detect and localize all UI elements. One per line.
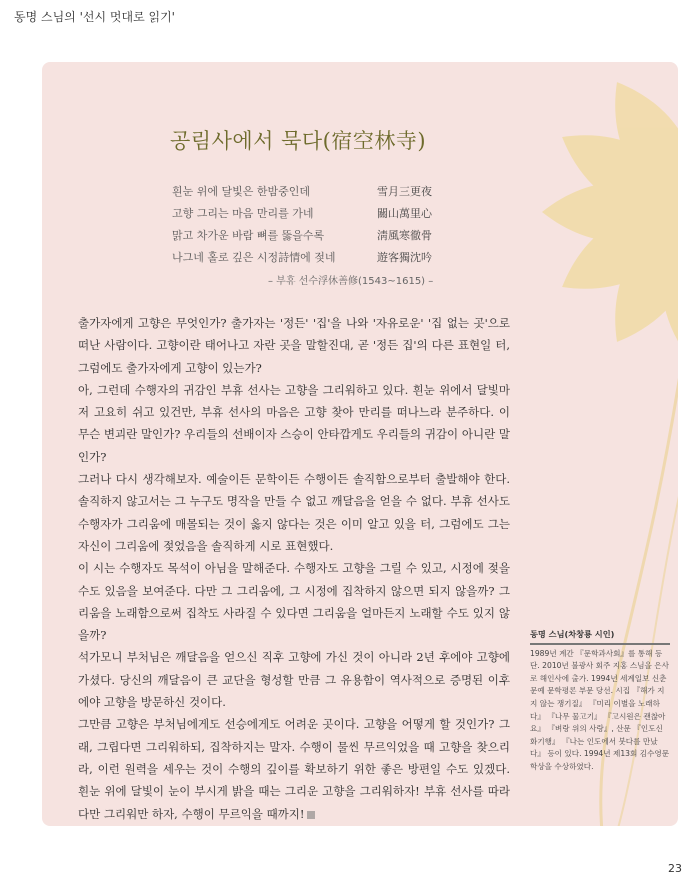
poem-line-korean: 고향 그리는 마음 만리를 가네 — [172, 207, 314, 220]
author-bio-text: 1989년 계간 『문학과사회』를 통해 등단. 2010년 불광사 회주 지홍 스님을 은사로 해인사에 출가. 1994년 세계일보 신춘문예 문학평론 부문 당선. 시집 『해가 지지 않는 쟁기질』 『미리 이별을 노래하다』 『나무 물고기』 『고시원은 괜찮아요』 『벼랑 위의 사랑』, 산문 『인도신화기행』 『나는 인도에서 붓다를 만났다』 등이 있다. 1994년 제13회 김수영문학상을 수상하였다. — [530, 648, 670, 771]
running-head: 동명 스님의 '선시 멋대로 읽기' — [14, 10, 175, 24]
poem — [172, 181, 432, 269]
body-paragraph-text: 그만큼 고향은 부처님에게도 선승에게도 어려운 곳이다. 고향을 어떻게 할 것인가? 그래, 그립다면 그리워하되, 집착하지는 말자. 수행이 물씬 무르익었을 때 고향을 찾으리라, 이런 원력을 세우는 것이 수행의 깊이를 확보하기 위한 좋은 방편일 수도 있겠다. 흰눈 위에 달빛이 눈이 부시게 밝을 때는 그리운 고향을 그리워하자! 부휴 선사를 따라 다만 그리워만 하자, 수행이 무르익을 때까지! — [78, 717, 510, 821]
body-paragraph: 이 시는 수행자도 목석이 아님을 말해준다. 수행자도 고향을 그릴 수 있고, 시정에 젖을 수도 있음을 보여준다. 다만 그 그리움에, 그 시정에 집착하지 않으면 되지 않을까? 그리움을 노래함으로써 집착도 사라질 수 있다면 그리움을 얼마든지 노래할 수도 있지 않을까? — [78, 561, 510, 643]
poem-line-korean: 흰눈 위에 달빛은 한밤중인데 — [172, 185, 311, 198]
poem-line — [172, 181, 432, 203]
article-body — [78, 312, 510, 825]
body-paragraph: 아, 그런데 수행자의 귀감인 부휴 선사는 고향을 그리워하고 있다. 흰눈 위에서 달빛마저 고요히 쉬고 있건만, 부휴 선사의 마음은 고향 찾아 만리를 떠나느라 분주하다. 이 무슨 변괴란 말인가? 우리들의 선배이자 스승이 안타깝게도 우리들의 귀감이 아니란 말인가? — [78, 382, 510, 464]
poem-line-korean: 맑고 차가운 바람 뼈를 뚫을수록 — [172, 229, 325, 242]
poem-line-hanja: 淸風寒徹骨 — [377, 229, 432, 242]
body-paragraph — [78, 713, 510, 824]
poem-attribution: – 부휴 선수浮休善修(1543~1615) – — [268, 276, 434, 287]
poem-line — [172, 203, 432, 225]
article-panel — [42, 62, 678, 826]
poem-title: 공림사에서 묵다(宿空林寺) — [170, 129, 427, 153]
author-bio — [530, 628, 670, 774]
poem-line-korean: 나그네 홀로 깊은 시정詩情에 젖네 — [172, 251, 336, 264]
poem-line-hanja: 雪月三更夜 — [377, 185, 432, 198]
body-paragraph: 석가모니 부처님은 깨달음을 얻으신 직후 고향에 가신 것이 아니라 2년 후에야 고향에 가셨다. 당신의 깨달음이 큰 교단을 형성할 만큼 그 유용함이 역사적으로 증명된 이후에야 고향을 방문하신 것이다. — [78, 650, 510, 710]
poem-line-hanja: 關山萬里心 — [377, 207, 432, 220]
end-mark-icon — [307, 811, 315, 819]
body-paragraph: 출가자에게 고향은 무엇인가? 출가자는 '정든' '집'을 나와 '자유로운' '집 없는 곳'으로 떠난 사람이다. 고향이란 태어나고 자란 곳을 말할진대, 곧 '정든 집'의 다른 표현일 터, 그럼에도 출가자에게 고향이 있는가? — [78, 316, 510, 375]
poem-line — [172, 225, 432, 247]
poem-line-hanja: 遊客獨沈吟 — [377, 251, 432, 264]
body-paragraph: 그러나 다시 생각해보자. 예술이든 문학이든 수행이든 솔직함으로부터 출발해야 한다. 솔직하지 않고서는 그 누구도 명작을 만들 수 없고 깨달음을 얻을 수 없다. 부휴 선사도 수행자가 그리움에 매몰되는 것이 옳지 않다는 것은 이미 알고 있을 터, 그럼에도 그는 자신이 그리움에 젖었음을 솔직하게 시로 표현했다. — [78, 472, 510, 553]
author-bio-title: 동명 스님(차창룡 시인) — [530, 628, 670, 645]
poem-line — [172, 247, 432, 269]
page-number: 23 — [668, 862, 682, 875]
